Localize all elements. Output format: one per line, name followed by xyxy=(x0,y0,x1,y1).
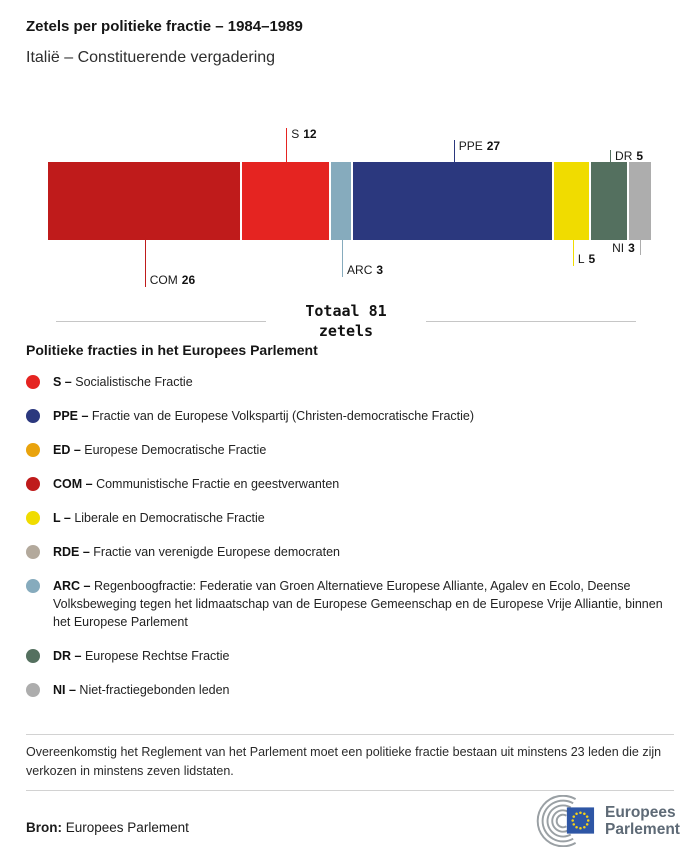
legend-dot-arc xyxy=(26,579,40,593)
total-seats-label xyxy=(266,301,426,341)
legend xyxy=(26,373,670,715)
legend-label-rde: RDE – Fractie van verenigde Europese democraten xyxy=(53,545,340,559)
callout-line-arc xyxy=(342,240,343,277)
legend-heading: Politieke fracties in het Europees Parlement xyxy=(26,342,318,358)
legend-dot-rde xyxy=(26,545,40,559)
callout-label-com: COM 26 xyxy=(149,273,196,287)
legend-item-ed xyxy=(26,441,670,459)
source-value: Europees Parlement xyxy=(65,820,189,835)
source-label: Bron: xyxy=(26,820,62,835)
callout-label-arc: ARC 3 xyxy=(347,263,384,277)
total-rule-left xyxy=(56,321,266,322)
ep-logo-line1: Europees xyxy=(605,804,676,821)
ep-logo-line2: Parlement xyxy=(605,821,680,838)
bar-segment-dr[interactable] xyxy=(591,162,628,240)
legend-item-rde xyxy=(26,543,670,561)
bar-segment-ppe[interactable] xyxy=(353,162,554,240)
stacked-bar xyxy=(48,162,651,240)
callout-label-ppe: PPE 27 xyxy=(458,139,501,153)
legend-item-s xyxy=(26,373,670,391)
legend-label-s: S – Socialistische Fractie xyxy=(53,375,193,389)
bar-segment-s[interactable] xyxy=(242,162,331,240)
legend-item-ni xyxy=(26,681,670,699)
legend-dot-ppe xyxy=(26,409,40,423)
divider-top xyxy=(26,734,674,735)
callout-label-s: S 12 xyxy=(291,127,317,141)
legend-label-l: L – Liberale en Democratische Fractie xyxy=(53,511,265,525)
legend-item-l xyxy=(26,509,670,527)
ep-hemicycle-flag-icon xyxy=(528,795,596,847)
bar-segment-arc[interactable] xyxy=(331,162,353,240)
total-rule-right xyxy=(426,321,636,322)
bar-segment-l[interactable] xyxy=(554,162,591,240)
callout-line-com xyxy=(145,240,146,287)
source-line xyxy=(26,820,189,835)
legend-item-com xyxy=(26,475,670,493)
legend-label-com: COM – Communistische Fractie en geestverwanten xyxy=(53,477,340,491)
legend-dot-l xyxy=(26,511,40,525)
page-subtitle: Italië – Constituerende vergadering xyxy=(26,49,276,66)
legend-dot-s xyxy=(26,375,40,389)
callout-label-l: L 5 xyxy=(577,252,596,266)
legend-label-arc: ARC – Regenboogfractie: Federatie van Groen Alternatieve Europese Alliante, Agalev en Ecolo, Deense Volksbeweging tegen het lidmaatschap van de Europese Gemeenschap en de Europese Vrije Alliantie, binnen het Europese Parlement xyxy=(53,579,663,629)
callout-line-ppe xyxy=(454,140,455,162)
footnote: Overeenkomstig het Reglement van het Parlement moet een politieke fractie bestaan uit minstens 23 leden die zijn verkozen in minstens zeven lidstaten. xyxy=(26,745,662,778)
legend-item-ppe xyxy=(26,407,670,425)
callout-label-ni: NI 3 xyxy=(612,241,635,255)
ep-logo-text xyxy=(605,804,680,838)
callout-line-dr xyxy=(610,150,611,162)
bar-segment-com[interactable] xyxy=(48,162,242,240)
legend-label-dr: DR – Europese Rechtse Fractie xyxy=(53,649,230,663)
legend-label-ppe: PPE – Fractie van de Europese Volkspartij (Christen-democratische Fractie) xyxy=(53,409,475,423)
divider-bottom xyxy=(26,790,674,791)
callout-label-dr: DR 5 xyxy=(615,149,644,163)
ep-logo xyxy=(528,795,680,847)
legend-label-ni: NI – Niet-fractiegebonden leden xyxy=(53,683,230,697)
total-line2: zetels xyxy=(318,322,374,340)
legend-dot-com xyxy=(26,477,40,491)
legend-item-dr xyxy=(26,647,670,665)
legend-label-ed: ED – Europese Democratische Fractie xyxy=(53,443,267,457)
callout-line-ni xyxy=(640,240,641,255)
total-seats xyxy=(56,301,636,341)
callout-line-s xyxy=(286,128,287,162)
total-line1: Totaal 81 xyxy=(305,302,387,320)
legend-dot-dr xyxy=(26,649,40,663)
page-title: Zetels per politieke fractie – 1984–1989 xyxy=(26,18,303,35)
legend-item-arc xyxy=(26,577,670,631)
bar-segment-ni[interactable] xyxy=(629,162,651,240)
legend-dot-ni xyxy=(26,683,40,697)
callout-line-l xyxy=(573,240,574,266)
eu-flag xyxy=(567,807,594,833)
legend-dot-ed xyxy=(26,443,40,457)
